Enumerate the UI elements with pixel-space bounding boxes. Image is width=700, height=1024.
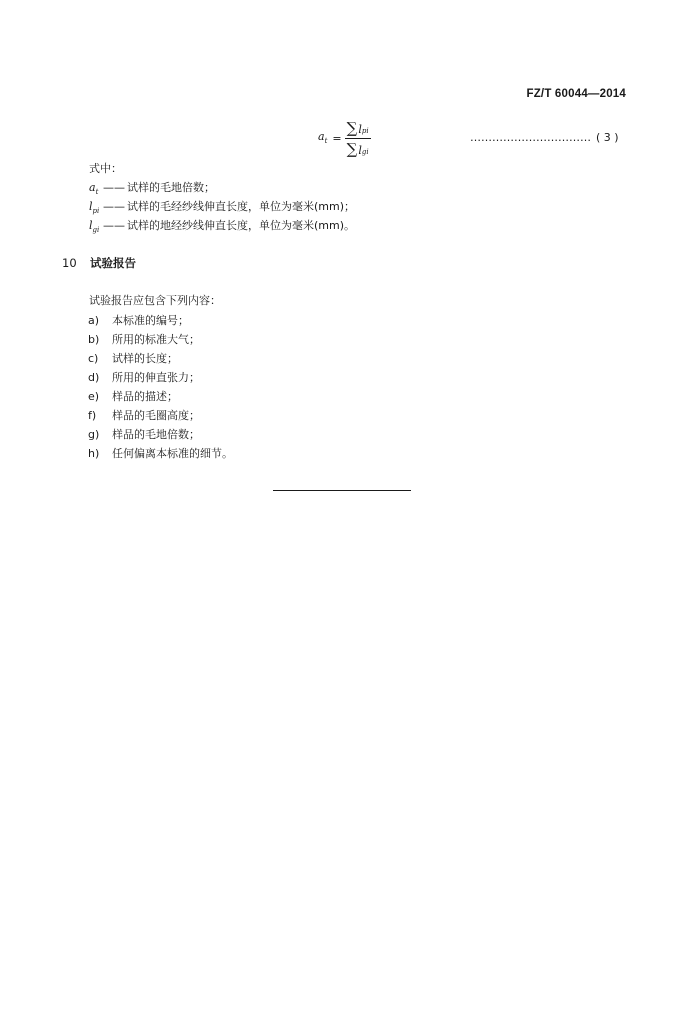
definition-row [89, 179, 215, 196]
list-marker: a) [88, 314, 100, 327]
numerator-sub: pi [361, 126, 369, 135]
formula-3 [318, 118, 371, 158]
definition-symbol [89, 200, 103, 215]
standard-code-header: FZ/T 60044—2014 [526, 88, 626, 100]
sum-symbol: ∑ [346, 118, 358, 137]
formula-denominator [345, 139, 371, 158]
equation-leader-dots: …………………………… [470, 131, 591, 144]
section-heading [62, 255, 136, 271]
list-text: 样品的描述； [112, 390, 178, 403]
list-text: 所用的伸直张力； [112, 371, 200, 384]
equation-number: ( 3 ) [596, 131, 619, 144]
list-item [88, 312, 189, 328]
denominator-var: l [358, 143, 362, 157]
formula-lhs-var: a [318, 130, 325, 144]
list-marker: c) [88, 352, 99, 365]
definition-text: 试样的地经纱线伸直长度，单位为毫米(mm)。 [127, 219, 356, 232]
denominator-sub: gi [361, 147, 369, 156]
list-item [88, 388, 178, 404]
definition-dash: —— [103, 200, 125, 213]
list-marker: b) [88, 333, 100, 346]
formula-lhs-sub: t [324, 137, 328, 146]
section-number: 10 [62, 256, 77, 270]
definition-symbol-sub: pi [92, 207, 100, 216]
definition-dash: —— [103, 181, 125, 194]
formula-numerator [345, 119, 371, 139]
formula-lhs [318, 130, 327, 145]
definition-symbol [89, 219, 103, 234]
list-marker: f) [88, 409, 97, 422]
list-text: 任何偏离本标准的细节。 [112, 447, 233, 460]
list-marker: e) [88, 390, 100, 403]
list-item [88, 350, 178, 366]
list-item [88, 331, 200, 347]
definition-symbol-var: l [89, 200, 93, 213]
list-item [88, 407, 200, 423]
definitions-intro: 式中： [89, 162, 122, 175]
formula-fraction [345, 119, 371, 158]
list-text: 样品的毛地倍数； [112, 428, 200, 441]
list-item [88, 369, 200, 385]
list-marker: h) [88, 447, 100, 460]
list-text: 所用的标准大气； [112, 333, 200, 346]
end-of-document-rule [273, 490, 411, 491]
list-text: 本标准的编号； [112, 314, 189, 327]
section-title: 试验报告 [90, 256, 136, 270]
report-intro: 试验报告应包含下列内容： [89, 294, 221, 307]
list-item [88, 426, 200, 442]
list-text: 样品的毛圈高度； [112, 409, 200, 422]
numerator-var: l [358, 122, 362, 136]
definition-text: 试样的毛经纱线伸直长度，单位为毫米(mm)； [127, 200, 356, 213]
definition-row [89, 217, 355, 234]
definition-row [89, 198, 355, 215]
list-marker: d) [88, 371, 100, 384]
definition-symbol-sub: t [95, 188, 99, 197]
definition-text: 试样的毛地倍数； [127, 181, 215, 194]
definition-dash: —— [103, 219, 125, 232]
definition-symbol-var: l [89, 219, 93, 232]
list-marker: g) [88, 428, 100, 441]
list-item [88, 445, 233, 461]
definition-symbol [89, 181, 103, 196]
definition-symbol-var: a [89, 181, 96, 194]
definition-symbol-sub: gi [92, 226, 100, 235]
formula-equals: = [332, 131, 342, 145]
sum-symbol-denominator: ∑ [346, 139, 358, 158]
list-text: 试样的长度； [112, 352, 178, 365]
